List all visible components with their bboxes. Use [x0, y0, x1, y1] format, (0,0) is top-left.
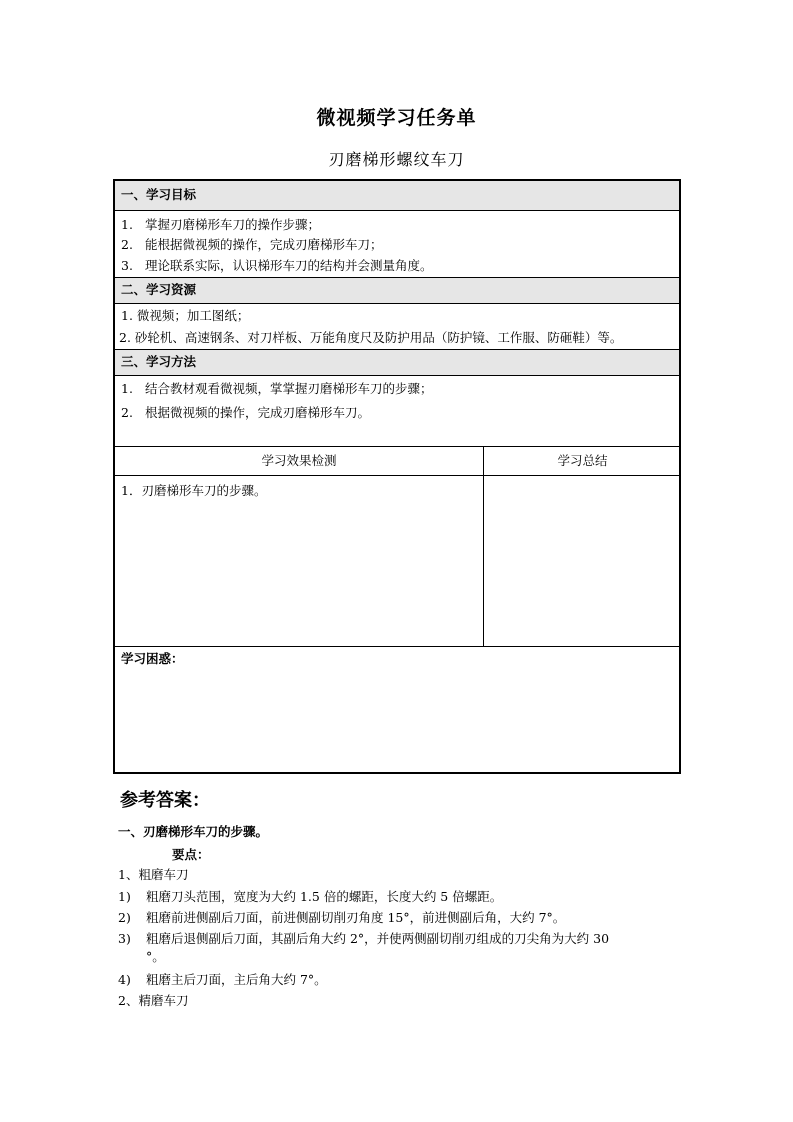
goal-num: 3.: [121, 258, 133, 273]
goal-item-2: [121, 235, 675, 253]
step-text: 粗磨前进侧副后刀面，前进侧副切削刃角度 15°，前进侧副后角，大约 7°。: [146, 910, 566, 925]
step-text: 粗磨主后刀面，主后角大约 7°。: [146, 972, 327, 987]
answers-section-heading: 一、刃磨梯形车刀的步骤。: [118, 824, 269, 839]
method-num: 2.: [121, 405, 133, 420]
step-item-continued: [118, 947, 165, 965]
confusion-label: 学习困惑：: [121, 651, 184, 666]
step-item: [118, 887, 502, 905]
step-item: [118, 929, 609, 947]
step-text: 粗磨刀头范围，宽度为大约 1.5 倍的螺距，长度大约 5 倍螺距。: [146, 889, 503, 904]
key-points-label: 要点：: [172, 847, 210, 862]
methods-heading: 三、学习方法: [115, 349, 679, 376]
goal-text: 能根据微视频的操作，完成刃磨梯形车刀；: [145, 237, 383, 252]
method-num: 1.: [121, 381, 133, 396]
goal-num: 2.: [121, 237, 133, 252]
fine-grinding-heading: 2、精磨车刀: [118, 993, 189, 1008]
step-num: 4): [118, 972, 131, 987]
divider: [115, 446, 679, 447]
divider: [115, 646, 679, 647]
method-text: 根据微视频的操作，完成刃磨梯形车刀。: [145, 405, 371, 420]
resource-item-2: 2. 砂轮机、高速钢条、对刀样板、万能角度尺及防护用品（防护镜、工作服、防砸鞋）等。: [119, 330, 623, 345]
step-text: 粗磨后退侧副后刀面，其副后角大约 2°，并使两侧副切削刃组成的刀尖角为大约 30: [146, 931, 610, 946]
task-sheet-table: [113, 179, 681, 774]
method-text: 结合教材观看微视频，掌掌握刃磨梯形车刀的步骤；: [145, 381, 433, 396]
column-header-check: 学习效果检测: [261, 453, 337, 468]
document-title: 微视频学习任务单: [316, 107, 477, 129]
method-item-1: [121, 379, 675, 397]
step-num: 3): [118, 931, 131, 946]
divider: [115, 475, 679, 476]
goal-text: 理论联系实际，认识梯形车刀的结构并会测量角度。: [145, 258, 433, 273]
step-num: 2): [118, 910, 131, 925]
goal-item-3: [121, 256, 675, 274]
column-header-summary: 学习总结: [557, 453, 608, 468]
goals-heading: 一、学习目标: [115, 181, 679, 211]
document-subtitle: 刃磨梯形螺纹车刀: [328, 150, 465, 169]
resources-heading: 二、学习资源: [115, 277, 679, 304]
step-num: 1): [118, 889, 131, 904]
step-text: °。: [146, 949, 165, 964]
method-item-2: [121, 403, 675, 421]
rough-grinding-heading: 1、粗磨车刀: [118, 867, 189, 882]
answers-title: 参考答案：: [120, 790, 210, 811]
check-item: 1．刃磨梯形车刀的步骤。: [121, 483, 267, 498]
goal-num: 1.: [121, 217, 133, 232]
column-divider: [483, 446, 484, 646]
goal-text: 掌握刃磨梯形车刀的操作步骤；: [145, 217, 321, 232]
goal-item-1: [121, 215, 675, 233]
step-item: [118, 970, 327, 988]
resource-item-1: 1. 微视频；加工图纸；: [121, 308, 250, 323]
step-item: [118, 908, 565, 926]
